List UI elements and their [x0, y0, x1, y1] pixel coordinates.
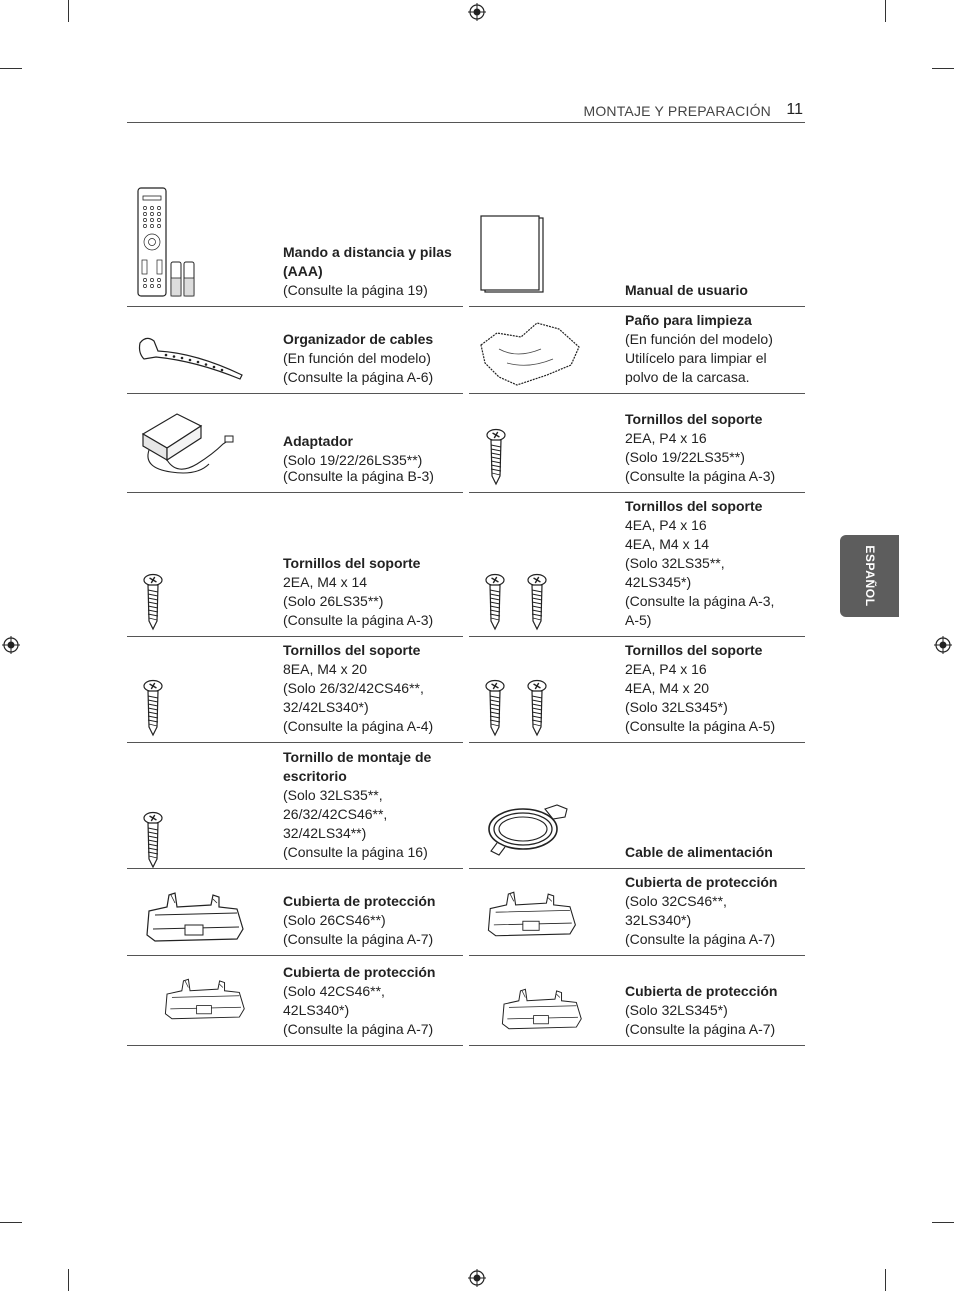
item-detail: (Consulte la página A-3,: [625, 593, 775, 609]
adapter-icon: [137, 406, 237, 482]
registration-mark-icon: [2, 636, 20, 654]
item-title: Tornillo de montaje de escritorio: [283, 749, 432, 784]
item-stand-screws-e: [469, 637, 805, 743]
item-detail: (Consulte la página A-3): [625, 468, 776, 484]
item-title: Tornillos del soporte: [283, 555, 421, 571]
screw-icon: [485, 428, 507, 486]
item-detail: 8EA, M4 x 20: [283, 661, 368, 677]
section-title: MONTAJE Y PREPARACIÓN: [583, 103, 771, 119]
item-detail: (Consulte la página A-7): [625, 1021, 776, 1037]
two-screws-icon: [485, 679, 549, 737]
item-detail: 4EA, M4 x 20: [625, 680, 710, 696]
item-detail: (Solo 19/22/26LS35**): [283, 452, 423, 468]
item-title: Cubierta de protección: [625, 874, 778, 890]
item-manual: [469, 180, 805, 307]
registration-mark-icon: [468, 3, 486, 21]
item-title: Adaptador: [283, 433, 353, 449]
crop-mark: [932, 68, 954, 69]
item-title: Cubierta de protección: [283, 893, 436, 909]
item-remote: [127, 180, 463, 307]
crop-mark: [0, 68, 22, 69]
cable-organizer-icon: [136, 329, 248, 381]
protection-cover-icon: [485, 986, 597, 1032]
item-title: Tornillos del soporte: [625, 642, 763, 658]
item-title: Organizador de cables: [283, 331, 434, 347]
item-title: Cubierta de protección: [625, 983, 778, 999]
item-title: Paño para limpieza: [625, 312, 752, 328]
item-protection-cover-a: [127, 869, 463, 956]
protection-cover-icon: [483, 883, 579, 945]
item-stand-screws-a: [469, 394, 805, 493]
item-detail: (Consulte la página 16): [283, 844, 428, 860]
item-detail: (Consulte la página A-7): [283, 1021, 434, 1037]
protection-cover-icon: [141, 889, 247, 945]
screw-icon: [142, 679, 164, 737]
item-detail: 2EA, P4 x 16: [625, 430, 707, 446]
item-detail: (Solo 32LS35**,: [283, 787, 383, 803]
item-detail: 32/42LS340*): [283, 699, 369, 715]
item-detail: 32LS340*): [625, 912, 692, 928]
item-title: Tornillos del soporte: [625, 411, 763, 427]
item-detail: (Consulte la página A-7): [625, 931, 776, 947]
item-title: Tornillos del soporte: [625, 498, 763, 514]
crop-mark: [68, 1269, 69, 1291]
item-cleaning-cloth: [469, 307, 805, 394]
item-detail: (Solo 32LS345*): [625, 1002, 728, 1018]
item-stand-screws-b: [127, 493, 463, 637]
protection-cover-icon: [145, 976, 263, 1022]
two-screws-icon: [485, 573, 549, 631]
screw-icon: [142, 573, 164, 631]
item-detail: (Solo 26CS46**): [283, 912, 386, 928]
item-title: Cubierta de protección: [283, 964, 436, 980]
item-detail: 42LS345*): [625, 574, 692, 590]
power-cable-icon: [485, 799, 575, 857]
item-stand-screws-d: [127, 637, 463, 743]
crop-mark: [885, 1269, 886, 1291]
item-protection-cover-b: [469, 869, 805, 956]
item-detail: (En función del modelo): [283, 350, 431, 366]
item-detail: polvo de la carcasa.: [625, 369, 750, 385]
item-detail: (Solo 32CS46**,: [625, 893, 727, 909]
item-title: Cable de alimentación: [625, 844, 773, 860]
registration-mark-icon: [468, 1269, 486, 1287]
item-cable-organizer: [127, 307, 463, 394]
item-detail: 4EA, M4 x 14: [625, 536, 710, 552]
item-detail: (Consulte la página 19): [283, 282, 428, 298]
item-detail: Utilícelo para limpiar el: [625, 350, 767, 366]
item-detail: A-5): [625, 612, 652, 628]
cleaning-cloth-icon: [477, 319, 583, 389]
item-detail: 2EA, P4 x 16: [625, 661, 707, 677]
item-adapter: [127, 394, 463, 493]
remote-batteries-icon: [136, 186, 200, 298]
language-tab-label: ESPAÑOL: [862, 545, 877, 607]
item-detail: (Solo 42CS46**,: [283, 983, 385, 999]
item-detail: (Consulte la página A-6): [283, 369, 434, 385]
item-title: Tornillos del soporte: [283, 642, 421, 658]
manual-icon: [479, 214, 547, 296]
item-detail: 32/42LS34**): [283, 825, 367, 841]
item-detail: (Consulte la página A-5): [625, 718, 776, 734]
item-detail: (Solo 19/22LS35**): [625, 449, 745, 465]
screw-icon: [142, 811, 164, 869]
item-title: Manual de usuario: [625, 282, 748, 298]
item-detail: (Consulte la página A-3): [283, 612, 434, 628]
item-detail: (Solo 26LS35**): [283, 593, 384, 609]
item-title: Mando a distancia y pilas (AAA): [283, 244, 452, 279]
item-detail: (En función del modelo): [625, 331, 773, 347]
item-protection-cover-c: [127, 956, 463, 1046]
item-detail: (Consulte la página A-7): [283, 931, 434, 947]
page-number: 11: [786, 101, 803, 118]
item-detail: 42LS340*): [283, 1002, 350, 1018]
crop-mark: [885, 0, 886, 22]
item-detail: (Consulte la página B-3): [283, 468, 434, 484]
item-detail: (Solo 32LS345*): [625, 699, 728, 715]
item-stand-screws-c: [469, 493, 805, 637]
crop-mark: [68, 0, 69, 22]
page-header: [127, 100, 805, 123]
item-power-cable: [469, 743, 805, 869]
item-detail: 4EA, P4 x 16: [625, 517, 707, 533]
item-detail: (Consulte la página A-4): [283, 718, 434, 734]
registration-mark-icon: [934, 636, 952, 654]
crop-mark: [0, 1222, 22, 1223]
item-protection-cover-d: [469, 956, 805, 1046]
item-detail: (Solo 26/32/42CS46**,: [283, 680, 424, 696]
item-detail: (Solo 32LS35**,: [625, 555, 725, 571]
item-desk-mount-screw: [127, 743, 463, 869]
item-detail: 2EA, M4 x 14: [283, 574, 368, 590]
item-detail: 26/32/42CS46**,: [283, 806, 388, 822]
language-tab: [840, 535, 899, 617]
crop-mark: [932, 1222, 954, 1223]
